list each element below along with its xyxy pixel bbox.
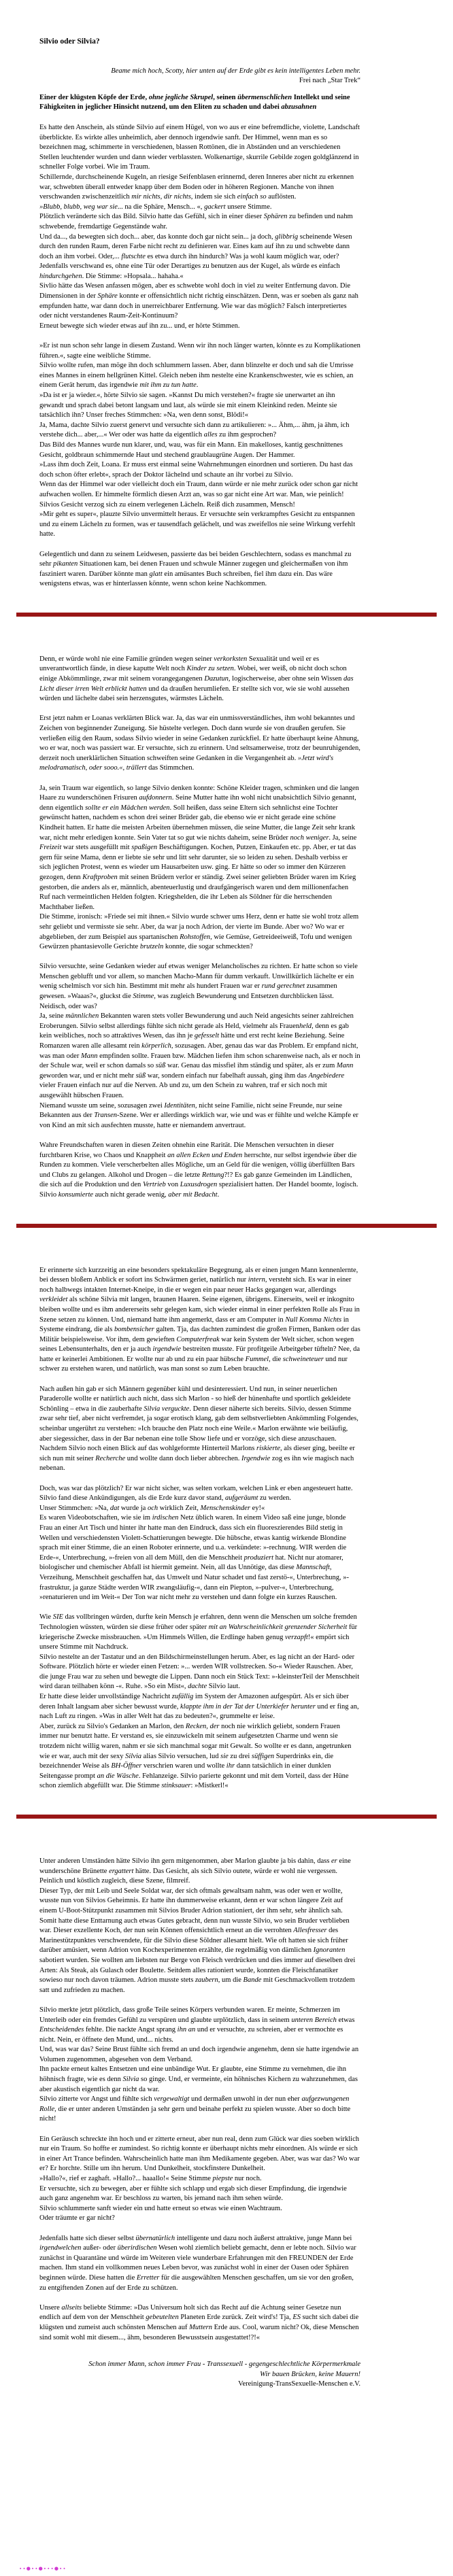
story-paragraph: Erneut bewegte sich wieder etwas auf ihn zu... und, er hörte Stimmen.	[39, 322, 240, 330]
story-paragraph: Jedenfalls hatte sich dieser selbst übernatürlich intelligente und dazu noch äußerst attraktive, junge Mann bei irgendwelchen außer- oder überirdischen Wesen wohl ziemlich beliebt gemacht, denn er lebte noch. Silvio war zunächst in Quarantäne und würde im Weiteren viele wunderbare Erfahrungen mit den FREUNDEN der Erde machen. Ihm stand ein vollkommen neues Leben bevor, was zunächst wohl in einer der Oasen oder Sphären beginnen würde. Diese hatten die Erretter für die ausgewählten Menschen geschaffen, um sie vor den großen, zu entgiftenden Zonen auf der Erde zu schützen.	[39, 2234, 356, 2292]
section-divider-2	[16, 1224, 437, 1228]
story-paragraph: Erst jetzt nahm er Loanas verklärten Blick war. Ja, das war ein unmissverständliches, ihm wohl bekanntes und Zeichen von beginnender Zuneigung. Sie hüstelte verlegen. Doch dann wurde sie von draußen gerufen. Sie verließen eilig den Raum, sodass Silvio wieder in seine Gedanken zurückfiel. Er hatte überhaupt keine Ahnung, wo er war, noch was passiert war. Er versuchte, sich zu erinnern. Und seltsamerweise, trotz der beunruhigenden, derzeit noch unerklärlichen Situation schweiften seine Gedanken in die Vergangenheit ab. »Jetzt wird's melodramatisch, oder sooo.«, trällert das Stimmchen.	[39, 715, 360, 772]
paragraph-gap	[39, 2224, 360, 2234]
story-body	[39, 123, 360, 2343]
story-paragraph: Plötzlich veränderte sich das Bild. Silvio hatte das Gefühl, sich in einer dieser Sphären zu befinden und nahm schwebende, fremdartige Gegenstände wahr.	[39, 213, 353, 230]
paragraph-gap	[39, 952, 360, 963]
story-paragraph: »Da ist er ja wieder.«, hörte Silvio sie sagen. »Kannst Du mich verstehen?« fragte sie unerwartet an ihn gewandt und sprach dabei betont langsam und laut, als würde sie mit einem Kleinkind reden. Meinte sie tatsächlich ihn? Unser freches Stimmchen: »Na, wen denn sonst, Blödi!«	[39, 392, 337, 419]
story-paragraph: Dieser Typ, der mit Leib und Seele Soldat war, der sich oftmals gewaltsam nahm, was oder wen er wollte, wusste nun von Silvios Geheimnis. Er hatte ihn dummerweise erkannt, denn er war schon längere Zeit auf einem U-Boot-Stützpunkt zusammen mit Silvios Bruder Adrion stationiert, der ihm sehr, sehr ähnlich sah. Somit hatte diese Enttarnung auch etwas Gutes gebracht, denn nun wusste Silvio, wo sein Bruder verblieben war. Dieser exzellente Koch, der nun sein Können offensichtlich erneut an die verrohten Allesfresser des Marinestützpunktes verschwendete, für die Silvio diese Söldner allesamt hielt. Wie oft hatten sie sich früher darüber amüsiert, wenn Adrion von Kochexperimenten erzählte, die regelmäßig von dämlichen Ignoranten sabotiert wurden. Sie wollten am liebsten nur Berge von Fleisch verdrücken und dies immer auf dieselben drei Arten: Als Steak, als Gulasch oder Boulette. Seitdem alles rationiert wurde, konnten die Fleischfanatiker sowieso nur noch davon träumen. Adrion musste stets zaubern, um die Bande mit Geschmackvollem trotzdem satt und zufrieden zu machen.	[39, 1887, 356, 1994]
story-paragraph: Wahre Freundschaften waren in diesen Zeiten ohnehin eine Rarität. Die Menschen versuchten in dieser furchtbaren Krise, wo Chaos und Knappheit an allen Ecken und Enden herrschte, nur selbst irgendwie über die Runden zu kommen. Viele verscherbelten alles Mögliche, um an Geld für die wenigen, völlig überfüllten Bars und Clubs zu gelangen. Alkohol und Drogen – die letzte Rettung?!? Es gab ganze Gemeinden im Ländlichen, die sich auf die Produktion und den Vertrieb von Luxusdrogen spezialisiert hatten. Der Handel boomte, logisch. Silvio konsumierte auch nicht gerade wenig, aber mit Bedacht.	[39, 1141, 358, 1199]
paragraph-gap	[39, 704, 360, 715]
story-paragraph: »Mir geht es super«, plauzte Silvio unvermittelt heraus. Er versuchte sein verkrampftes Gesicht zu entspannen und zu einem Lächeln zu formen, was er tausendfach gelächelt, und was zweifellos nie seine Wirkung verfehlt hatte.	[39, 511, 356, 538]
story-paragraph: Niemand wusste um seine, sozusagen zwei Identitäten, nicht seine Familie, nicht seine Freunde, nur seine Bekannten aus der Transen-Szene. Wer er allerdings wirklich war, wie und was er fühlte und welche Kämpfe er von Kind an mit sich ausfechten musste, hatte er niemandem anvertraut.	[39, 1101, 358, 1129]
story-paragraph: Ihn packte erneut kaltes Entsetzen und eine unbändige Wut. Er glaubte, eine Stimme zu vernehmen, die ihn höhnisch fragte, wie es denn Silvia so ginge. Und, er vermeinte, ein höhnisches Kichern zu wahrzunehmen, das aber akustisch eigentlich gar nicht da war.	[39, 2065, 358, 2093]
footer-fragment-illegible: ∙∙●∙∙●∙∙∙●∙∙	[19, 2566, 67, 2572]
story-paragraph: Gelegentlich und dann zu seinem Leidwesen, passierte das bei beiden Geschlechtern, sodass es manchmal zu sehr pikanten Situationen kam, bei denen Frauen und schwule Männer zugegen und gleichermaßen von ihm fasziniert waren. Darüber könnte man glatt ein amüsantes Buch schreiben, fiel ihm dazu ein. Das wäre wenigstens etwas, was er hinterlassen könnte, wenn schon keine Nachkommen.	[39, 550, 352, 588]
story-paragraph: Silvio nestelte an der Tastatur und an den Bildschirmeinstellungen herum. Aber, es lag nicht an der Hard- oder Software. Plötzlich hörte er wieder einen Fetzen: »... werden WIR vollstrecken. So-« Wieder Rauschen. Aber, die junge Frau war zu sehen und bewegte die Lippen. Dann noch ein Stück Text: »-kleinsterTeil der Menschheit wird daran teilhaben könn -«. Ruhe. »So ein Mist«, dachte Silvio laut.	[39, 1653, 360, 1691]
paragraph-gap	[39, 774, 360, 784]
story-paragraph: Die Stimme, ironisch: »Friede sei mit ihnen.« Silvio wurde schwer ums Herz, denn er hatte sie wohl trotz allem sehr geliebt und vermisste sie sehr. Aber, da war ja noch Adrion, der vierte im Bunde. Aber wo? Wo war er abgeblieben, der zum Beispiel aus spartanischen Rohstoffen, wie Gemüse, Getreideeiweiß, Tofu und wenigen Gewürzen phantasievolle Gerichte brutzeln konnte, die sogar schmeckten?	[39, 913, 359, 951]
footer-motto-line2: Wir bauen Brücken, keine Mauern!	[260, 2370, 360, 2378]
paragraph-gap	[39, 2293, 360, 2303]
story-paragraph: Ja, seine männlichen Bekannten waren stets voller Bewunderung und auch Neid angesichts seiner zahlreichen Eroberungen. Silvio selbst allerdings fühlte sich nicht gerade als Held, vielmehr als Frauenheld, denn es gab kein weibliches, noch so attraktives Wesen, das ihn je gefesselt hätte und erst recht keine Beziehung. Seine Romanzen waren alle allesamt rein körperlich, sozusagen. Aber, genau das war das Problem. Er empfand nicht, was man oder Mann empfinden sollte. Frauen bzw. Mädchen liefen ihm schon scharenweise nach, als er noch in der Schule war, weil er schon damals so süß war. Genau das missfiel ihm ständig und später, als er zum Mann geworden war, und er nicht mehr süß war, sondern einfach nur fabelhaft aussah, ging ihm das Angebiedere vieler Frauen einfach nur auf die Nerven. Ab und zu, um den Schein zu wahren, traf er sich noch mit ausgewählt hübschen Frauen.	[39, 1012, 360, 1099]
story-paragraph: Ja, sein Traum war eigentlich, so lange Silvio denken konnte: Schöne Kleider tragen, schminken und die langen Haare zu wunderschönen Frisuren aufdonnern. Seine Mutter hatte ihn wohl nicht unabsichtlich Silvio genannt, denn eigentlich sollte er ein Mädchen werden. Soll heißen, dass seine Eltern sich sehnlichst eine Tochter gewünscht hatten, nachdem es schon drei seiner Brüder gab, die ebenso wie er nicht gerade eine schöne Kindheit hatten. Er hatte die meisten Arbeiten übernehmen müssen, die seine Mutter, die lange Zeit sehr krank war, nicht mehr erledigen konnte. Sein Vater tat so gut wie nichts daheim, seine Brüder noch weniger. Ja, seine Freizeit war stets ausgefüllt mit spaßigen Beschäftigungen. Kochen, Putzen, Einkaufen etc. pp. Aber, er tat das gern für seine Mama, denn er liebte sie sehr und litt sehr darunter, sie so leiden zu sehen. Deshalb verbiss er sich jeglichen Protest, wenn es wieder um Hausarbeiten usw. ging. Er hätte so oder so immer den Kürzeren gezogen, denn Kraftproben mit seinen Brüdern verlor er ständig. Zwei seiner geliebten Brüder waren im Krieg gestorben, die anders als er, männlich, abenteuerlustig und draufgängerisch waren und dem millionenfachen Ruf nach vermeintlichen Helden folgten. Kriegshelden, die ihr Leben als Söldner für die herrschenden Machthaber ließen.	[39, 784, 359, 911]
story-paragraph: Silvio zitterte vor Angst und fühlte sich vergewaltigt und dermaßen unwohl in der nun eher aufgezwungenen Rolle, die er unter anderen Umständen ja sehr gern und beinahe perfekt zu spielen wusste. Aber so doch bitte nicht!	[39, 2095, 351, 2123]
story-paragraph: Das Bild des Mannes wurde nun klarer, und, wau, was für ein Mann. Ein makelloses, kantig geschnittenes Gesicht, goldbraun schimmernde Haut und stechend graublaugrüne Augen. Der Hammer.	[39, 441, 343, 459]
story-paragraph: Doch, was war das plötzlich? Er war nicht sicher, was selten vorkam, welchen Link er eben angesteuert hatte. Silvio fand diese Ankündigungen, als die Erde kurz davor stand, aufgeräumt zu werden.	[39, 1484, 353, 1502]
story-paragraph: Ja, Mama, dachte Silvio zuerst genervt und versuchte sich dann zu artikulieren: »... Ähm,... ähm, ja ähm, ich verstehe dich... aber,...« Wer oder was hatte da eigentlich alles zu ihm gesprochen?	[39, 421, 350, 439]
epigraph-credit: Frei nach „Star Trek“	[299, 77, 360, 85]
story-paragraph: Silvio wollte rufen, man möge ihn doch schlummern lassen. Aber, dann blinzelte er doch und sah die Umrisse eines Mannes in einem hellgrünen Kittel. Gleich neben ihm nestelte eine Krankenschwester, wie es schien, an einem Gerät herum, das irgendwie mit ihm zu tun hatte.	[39, 362, 354, 390]
story-paragraph: Oder träumte er gar nicht?	[39, 2214, 115, 2222]
section-divider-1	[16, 613, 437, 617]
story-paragraph: Wie SIE das vollbringen würden, durfte kein Mensch je erfahren, denn wenn die Menschen um solche fremden Technologien wüssten, würden sie diese früher oder später mit an Wahrscheinlichkeit grenzender Sicherheit für kriegerische Zwecke missbrauchen. »Um Himmels Willen, die Erdlinge haben genug verzapft!« empört sich unsere Stimme mit Nachdruck.	[39, 1613, 358, 1651]
story-paragraph: Und, was war das? Seine Brust fühlte sich fremd an und doch irgendwie angenehm, denn sie hatte irgendwie an Volumen zugenommen, abgesehen von dem Verband.	[39, 2046, 359, 2063]
page-title: Silvio oder Silvia?	[39, 37, 100, 46]
story-paragraph: Denn, er würde wohl nie eine Familie gründen wegen seiner verkorksten Sexualität und weil er es unverantwortlich fände, in diese kaputte Welt noch Kinder zu setzen. Wobei, wer weiß, ob nicht doch schon einige Abkömmlinge, zwar mit seinem vorangegangenen Dazutun, logischerweise, aber ohne sein Wissen das Licht dieser irren Welt erblickt hatten und da draußen herumliefen. Er stellte sich vor, wie sie wohl aussehen würden und lächelte dabei sein herzensgutes, wärmstes Lächeln.	[39, 655, 354, 703]
footer-organization: Vereinigung-TransSexuelle-Menschen e.V.	[238, 2380, 360, 2388]
section-divider-3	[16, 1815, 437, 1819]
story-paragraph: Sivlio hätte das Wesen anfassen mögen, aber es schwebte wohl doch in viel zu weiter Entfernung davon. Die Dimensionen in der Sphäre konnte er offensichtlich nicht richtig einschätzen. Denn, was er soeben als ganz nah empfunden hatte, war dann doch in unerreichbarer Entfernung. Wie war das möglich? Falsch interpretiertes oder nicht verstandenes Raum-Zeit-Kontinuum?	[39, 282, 358, 320]
story-paragraph: Es hatte den Anschein, als stünde Silvio auf einem Hügel, von wo aus er eine befremdliche, violette, Landschaft überblickte. Es wirkte alles unheimlich, aber dennoch irgendwie sanft. Der Himmel, wenn man es so bezeichnen mag, schimmerte in verschiedenen, blassen Rottönen, die in Abständen und an verschiedenen Stellen leuchtender wurden und dann wieder verblassten. Wolkenartige, skurrile Gebilde zogen goldglänzend in schneller Folge vorbei. Wie im Traum.	[39, 123, 360, 171]
paragraph-gap	[39, 1995, 360, 2006]
paragraph-gap	[39, 2125, 360, 2135]
story-paragraph: Er versuchte, sich zu bewegen, aber er fühlte sich schlapp und ergab sich dieser Empfindung, die irgendwie auch ganz angenehm war. Er beschloss zu warten, bis jemand nach ihm sehen würde.	[39, 2184, 347, 2203]
footer-motto-line1: Schon immer Mann, schon immer Frau - Transsexuell - gegengeschlechtliche Körpermerkmale	[88, 2360, 360, 2369]
epigraph-quote: Beame mich hoch, Scotty, hier unten auf der Erde gibt es kein intelligentes Leben mehr.	[111, 67, 360, 75]
lead-paragraph: Einer der klügsten Köpfe der Erde, ohne jegliche Skrupel, seinen übermenschlichen Intellekt und seine Fähigkeiten in jeglicher Hinsicht nutzend, um den Eliten zu schaden und dabei abzusahnen	[39, 93, 350, 111]
story-paragraph: Schillernde, durchscheinende Kugeln, an riesige Seifenblasen erinnernd, deren Inneres aber nicht zu erkennen war, schwebten überall entweder knapp über dem Boden oder in höheren Regionen. Manche von ihnen verschwanden zwischenzeitlich mir nichts, dir nichts, indem sie sich einfach so auflösten.	[39, 173, 354, 201]
story-paragraph: Unter anderen Umständen hätte Silvio ihn gern mitgenommen, aber Marlon glaubte ja bis dahin, dass er eine wunderschöne Brünette ergattert hätte. Das Gesicht, als sich Silvio outete, würde er wohl nie vergessen. Peinlich und köstlich zugleich, diese Szene, filmreif.	[39, 1857, 351, 1885]
story-paragraph: »Blubb, blubb, weg war sie... na die Sphäre, Mensch... «, gackert unsere Stimme.	[39, 203, 272, 211]
story-paragraph: Es waren Videobotschaften, wie sie im irdischen Netz üblich waren. In einem Video saß eine junge, blonde Frau an einer Art Tisch und hinter ihr hatte man den Eindruck, dass sich ein fluoreszierendes Bild stetig in Wellen und verschiedensten Violett-Schattierungen bewegte. Die hübsche, etwas kantig wirkende Blondine sprach mit einer Stimme, die an einen Roboter erinnerte, und u.a. verkündete: »-rechnung. WIR werden die Erde-«, Unterbrechung, »-freien von all dem Müll, den die Menschheit produziert hat. Nicht nur atomarer, biologischer und chemischer Abfall ist hiermit gemeint. Nein, all das Unnötige, das diese Mannschaft, Verzeihung, Menschheit geschaffen hat, das Umwelt und Natur schadet und fast zerstö-«, Unterbrechung, »-frastruktur, ja ganze Städte werden WIR zwangsläufig-«, dann ein Piepton, »-pulver-«, Unterbrechung, »renaturieren und im Weit-« Der Ton war nicht mehr zu verstehen und dann folgte ein kurzes Rauschen.	[39, 1514, 349, 1602]
story-paragraph: Unsere allseits beliebte Stimme: »Das Universum holt sich das Recht auf die Achtung seiner Gesetze nun endlich auf dem von der Menschheit gebeutelten Planeten Erde zurück. Zeit wird's! Tja, ES sucht sich dabei die klügsten und zumeist auch schönsten Menschen auf Muttern Erde aus. Cool, warum nicht? Ok, diese Menschen sind somit wohl mit diesem..., ähm, besonderen Bewusstsein ausgestattet!?!«	[39, 2303, 359, 2341]
story-paragraph: Unser Stimmchen: »Na, dat wurde ja och wirklich Zeit, Menschenskinder ey!«	[39, 1504, 265, 1512]
story-paragraph: Silvio versuchte, seine Gedanken wieder auf etwas weniger Melancholisches zu richten. Er hatte schon so viele Menschen geblufft und vor allem, so manchen Macho-Mann für dumm verkauft. Unwillkürlich lächelte er ein wenig schelmisch vor sich hin. Bestimmt mit mehr als hundert Frauen war er rund gerechnet zusammen gewesen. »Waaas?«, gluckst die Stimme, was zugleich Bewunderung und Entsetzen durchblicken lässt. Neidisch, oder was?	[39, 963, 358, 1010]
paragraph-gap	[39, 1603, 360, 1613]
story-paragraph: Er hatte diese leider unvollständige Nachricht zufällig im System der Amazonen aufgespürt. Als er sich über deren Inhalt langsam aber sicher bewusst wurde, klappte ihm in der Tat der Unterkiefer herunter und er fing an, nach Luft zu ringen. »Was in aller Welt hat das zu bedeuten?«, grummelte er leise.	[39, 1693, 359, 1721]
story-paragraph: »Er ist nun schon sehr lange in diesem Zustand. Wenn wir ihn noch länger warten, könnte es zu Komplikationen führen.«, sagte eine weibliche Stimme.	[39, 342, 360, 360]
paragraph-gap	[39, 1131, 360, 1141]
paragraph-gap	[39, 1474, 360, 1484]
story-paragraph: Aber, zurück zu Silvio's Gedanken an Marlon, den Recken, der noch nie wirklich geliebt, sondern Frauen immer nur benutzt hatte. Er verstand es, sie einzuwickeln mit seinem aufgesetzten Charme und wenn sie trotzdem nicht willig waren, nahm er sie sich manchmal sogar mit Gewalt. So wollte er es dann, angetrunken wie er war, auch mit der sexy Silvia alias Silvio versuchen, lud sie zu drei süffigen Superdrinks ein, die bezeichnender Weise als BH-Öffner verschrien waren und wollte ihr dann tatsächlich in einer dunklen Seitengasse prompt an die Wäsche. Fehlanzeige. Silvio parierte gekonnt und mit dem Vorteil, dass der Hüne schon ziemlich abgefüllt war. Die Stimme stinksauer: »Mistkerl!«	[39, 1722, 352, 1790]
story-paragraph: Nach außen hin gab er sich Männern gegenüber kühl und desinteressiert. Und nun, in seiner neuerlichen Paraderolle wollte er natürlich auch nicht, dass sich Marlon - so hieß der hünenhafte und sportlich gekleidete Schönling – etwa in die zauberhafte Silvia verguckte. Denn dieser näherte sich bereits. Silvio, dessen Stimme zwar sehr tief, aber nicht verfremdet, ja sogar erotisch klang, gab dem selbstverliebten Ankömmling Folgendes, scheinbar ungerührt zu verstehen: »Ich brauche den Platz noch eine Weile.« Marlon erwähnte wie beiläufig, aber siegessicher, dass in der Bar nebenan eine tolle Show liefe und er vorzöge, sich diese anzuschauen. Nachdem Silvio noch einen Blick auf das wohlgeformte Hinterteil Marlons riskierte, als dieser ging, beeilte er sich nun mit seiner Recherche und wollte dann doch lieber abbrechen. Irgendwie zog es ihn wie magisch nach nebenan.	[39, 1385, 358, 1473]
story-paragraph: »Hallo?«, rief er zaghaft. »Hallo?... haaallo!« Seine Stimme piepste nur noch.	[39, 2175, 262, 2182]
story-paragraph: Ein Geräusch schreckte ihn hoch und er zitterte erneut, aber nun real, denn zum Glück war dies soeben wirklich nur ein Traum. So hoffte er zumindest. So richtig konnte er überhaupt nichts mehr einordnen. Als würde er sich in einer Art Trance befinden. Wahrscheinlich hatte man ihm Medikamente gegeben. Aber, was war das? Wo war er? Er horchte. Stille um ihn herum. Und Dunkelheit, stockfinstere Dunkelheit.	[39, 2135, 360, 2173]
paragraph-gap	[39, 331, 360, 341]
document-footer	[39, 2360, 360, 2390]
story-paragraph: Und da..., da bewegten sich doch... aber, das konnte doch gar nicht sein... ja doch, glibbrig scheinende Wesen durch den runden Raum, deren Farbe nicht recht zu definieren war. Eines kam auf ihn zu und schwebte dann doch an ihm vorbei. Oder,... flutschte es etwa durch ihn hindurch? Was ja wohl kaum möglich war, oder? Jedenfalls verschwand es, ohne eine Tür oder Derartiges zu benutzen aus der Kugel, als würde es einfach hindurchgehen. Die Stimme: »Hopsala... hahaha.«	[39, 233, 352, 280]
paragraph-gap	[39, 1375, 360, 1385]
story-paragraph: Wenn das der Himmel war oder vielleicht doch ein Traum, dann würde er nie mehr zurück oder schon gar nicht aufwachen wollen. Er himmelte förmlich diesen Arzt an, was so gar nicht eine Art war. Man, wie peinlich! Silvios Gesicht verzog sich zu einem verlegenen Lächeln. Reiß dich zusammen, Mensch!	[39, 481, 358, 509]
story-paragraph: Silvio schlummerte sanft wieder ein und hatte erneut so etwas wie einen Wachtraum.	[39, 2204, 282, 2212]
story-paragraph: Silvio merkte jetzt plötzlich, dass große Teile seines Körpers verbunden waren. Er meinte, Schmerzen im Unterleib oder ein fremdes Gefühl zu verspüren und glaubte urplötzlich, dass in seinem unteren Bereich etwas Entscheidendes fehlte. Die nackte Angst sprang ihn an und er versuchte, zu schreien, aber er vermochte es nicht. Nein, er öffnete den Mund, und... nichts.	[39, 2006, 355, 2044]
story-paragraph: Er erinnerte sich kurzzeitig an eine besonders spektakuläre Begegnung, als er einen jungen Mann kennenlernte, bei dessen bloßem Anblick er sofort ins Schwärmen geriet, natürlich nur intern, versteht sich. Es war in einer noch halbwegs intakten Internet-Kneipe, in die er wegen ein paar neuer Hacks gegangen war, allerdings verkleidet als schöne Silvia mit langen, braunen Haaren. Seine eigenen, übrigens. Einerseits, weil er inkognito bleiben wollte und es ihm andererseits sehr gelegen kam, sich wieder einmal in einer perfekten Rolle als Frau in Szene setzen zu können. Und, niemand hatte ihm angemerkt, dass er am Computer in Null Komma Nichts in Systeme eindrang, die als bombensicher galten. Tja, das dachten zumindest die großen Firmen, Banken oder das Militär beispielsweise. Vor ihm, dem gewieften Computerfreak war kein System der Welt sicher, schon wegen seines Lebensunterhalts, den er ja auch irgendwie bestreiten musste. Für profitgeile Arbeitgeber tüfteln? Nee, da hatte er keinerlei Ambitionen. Er wollte nur ab und zu ein paar hübsche Fummel, die schweineteuer und nur schwer zu erstehen waren, und natürlich, was man sonst so zum Leben brauchte.	[39, 1266, 360, 1373]
story-paragraph: »Lass ihm doch Zeit, Loana. Er muss erst einmal seine Wahrnehmungen einordnen und sortieren. Du hast das doch schon öfter erlebt«, sprach der Doktor lächelnd und schaute an ihr vorbei zu Silvio.	[39, 461, 353, 479]
paragraph-gap	[39, 540, 360, 550]
